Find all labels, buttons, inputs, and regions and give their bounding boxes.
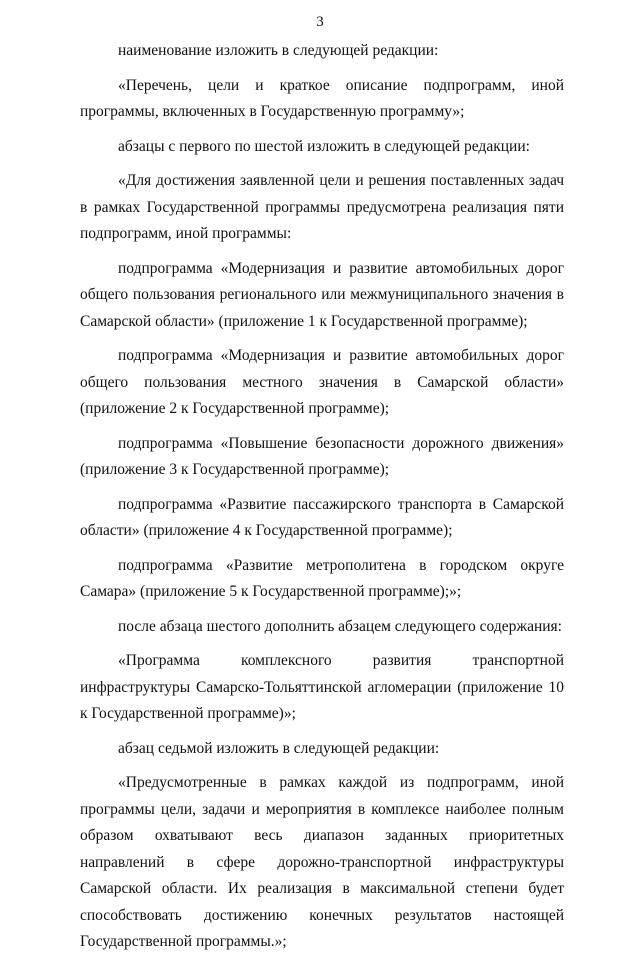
paragraph-1: наименование изложить в следующей редакции: <box>118 42 439 59</box>
paragraph-11: «Программа комплексного развития транспортной инфраструктуры Самарско-Тольяттинской агломерации (приложение 10 к Государственной программе)»; <box>80 652 564 722</box>
paragraph-8: подпрограмма «Развитие пассажирского транспорта в Самарской области» (приложение 4 к Государственной программе); <box>80 495 564 539</box>
paragraph-5: подпрограмма «Модернизация и развитие автомобильных дорог общего пользования регионального или межмуниципального значения в Самарской области» (приложение 1 к Государственной программе); <box>80 259 564 330</box>
paragraph-4: «Для достижения заявленной цели и решения поставленных задач в рамках Государственной программы предусмотрена реализация пяти подпрограмм, иной программы: <box>80 172 564 242</box>
paragraph-12: абзац седьмой изложить в следующей редакции: <box>118 739 440 757</box>
paragraph-7: подпрограмма «Повышение безопасности дорожного движения» (приложение 3 к Государственной программе); <box>80 434 564 478</box>
paragraph-10: после абзаца шестого дополнить абзацем следующего содержания: <box>118 617 562 635</box>
document-body <box>80 38 564 956</box>
paragraph-2: «Перечень, цели и краткое описание подпрограмм, иной программы, включенных в Государственную программу»; <box>80 76 564 120</box>
paragraph-13: «Предусмотренные в рамках каждой из подпрограмм, иной программы цели, задачи и мероприятия в комплексе наиболее полным образом охватывают весь диапазон заданных приоритетных направлений в сфере дорожно-транспортной инфраструктуры Самарской области. Их реализация в максимальной степени будет способствовать достижению конечных результатов настоящей Государственной программы.»; <box>80 774 564 950</box>
paragraph-9: подпрограмма «Развитие метрополитена в городском округе Самара» (приложение 5 к Государственной программе);»; <box>80 556 564 600</box>
paragraph-3: абзацы с первого по шестой изложить в следующей редакции: <box>118 137 530 155</box>
paragraph-6: подпрограмма «Модернизация и развитие автомобильных дорог общего пользования местного значения в Самарской области» (приложение 2 к Государственной программе); <box>80 347 564 417</box>
page-number: 3 <box>316 14 324 30</box>
